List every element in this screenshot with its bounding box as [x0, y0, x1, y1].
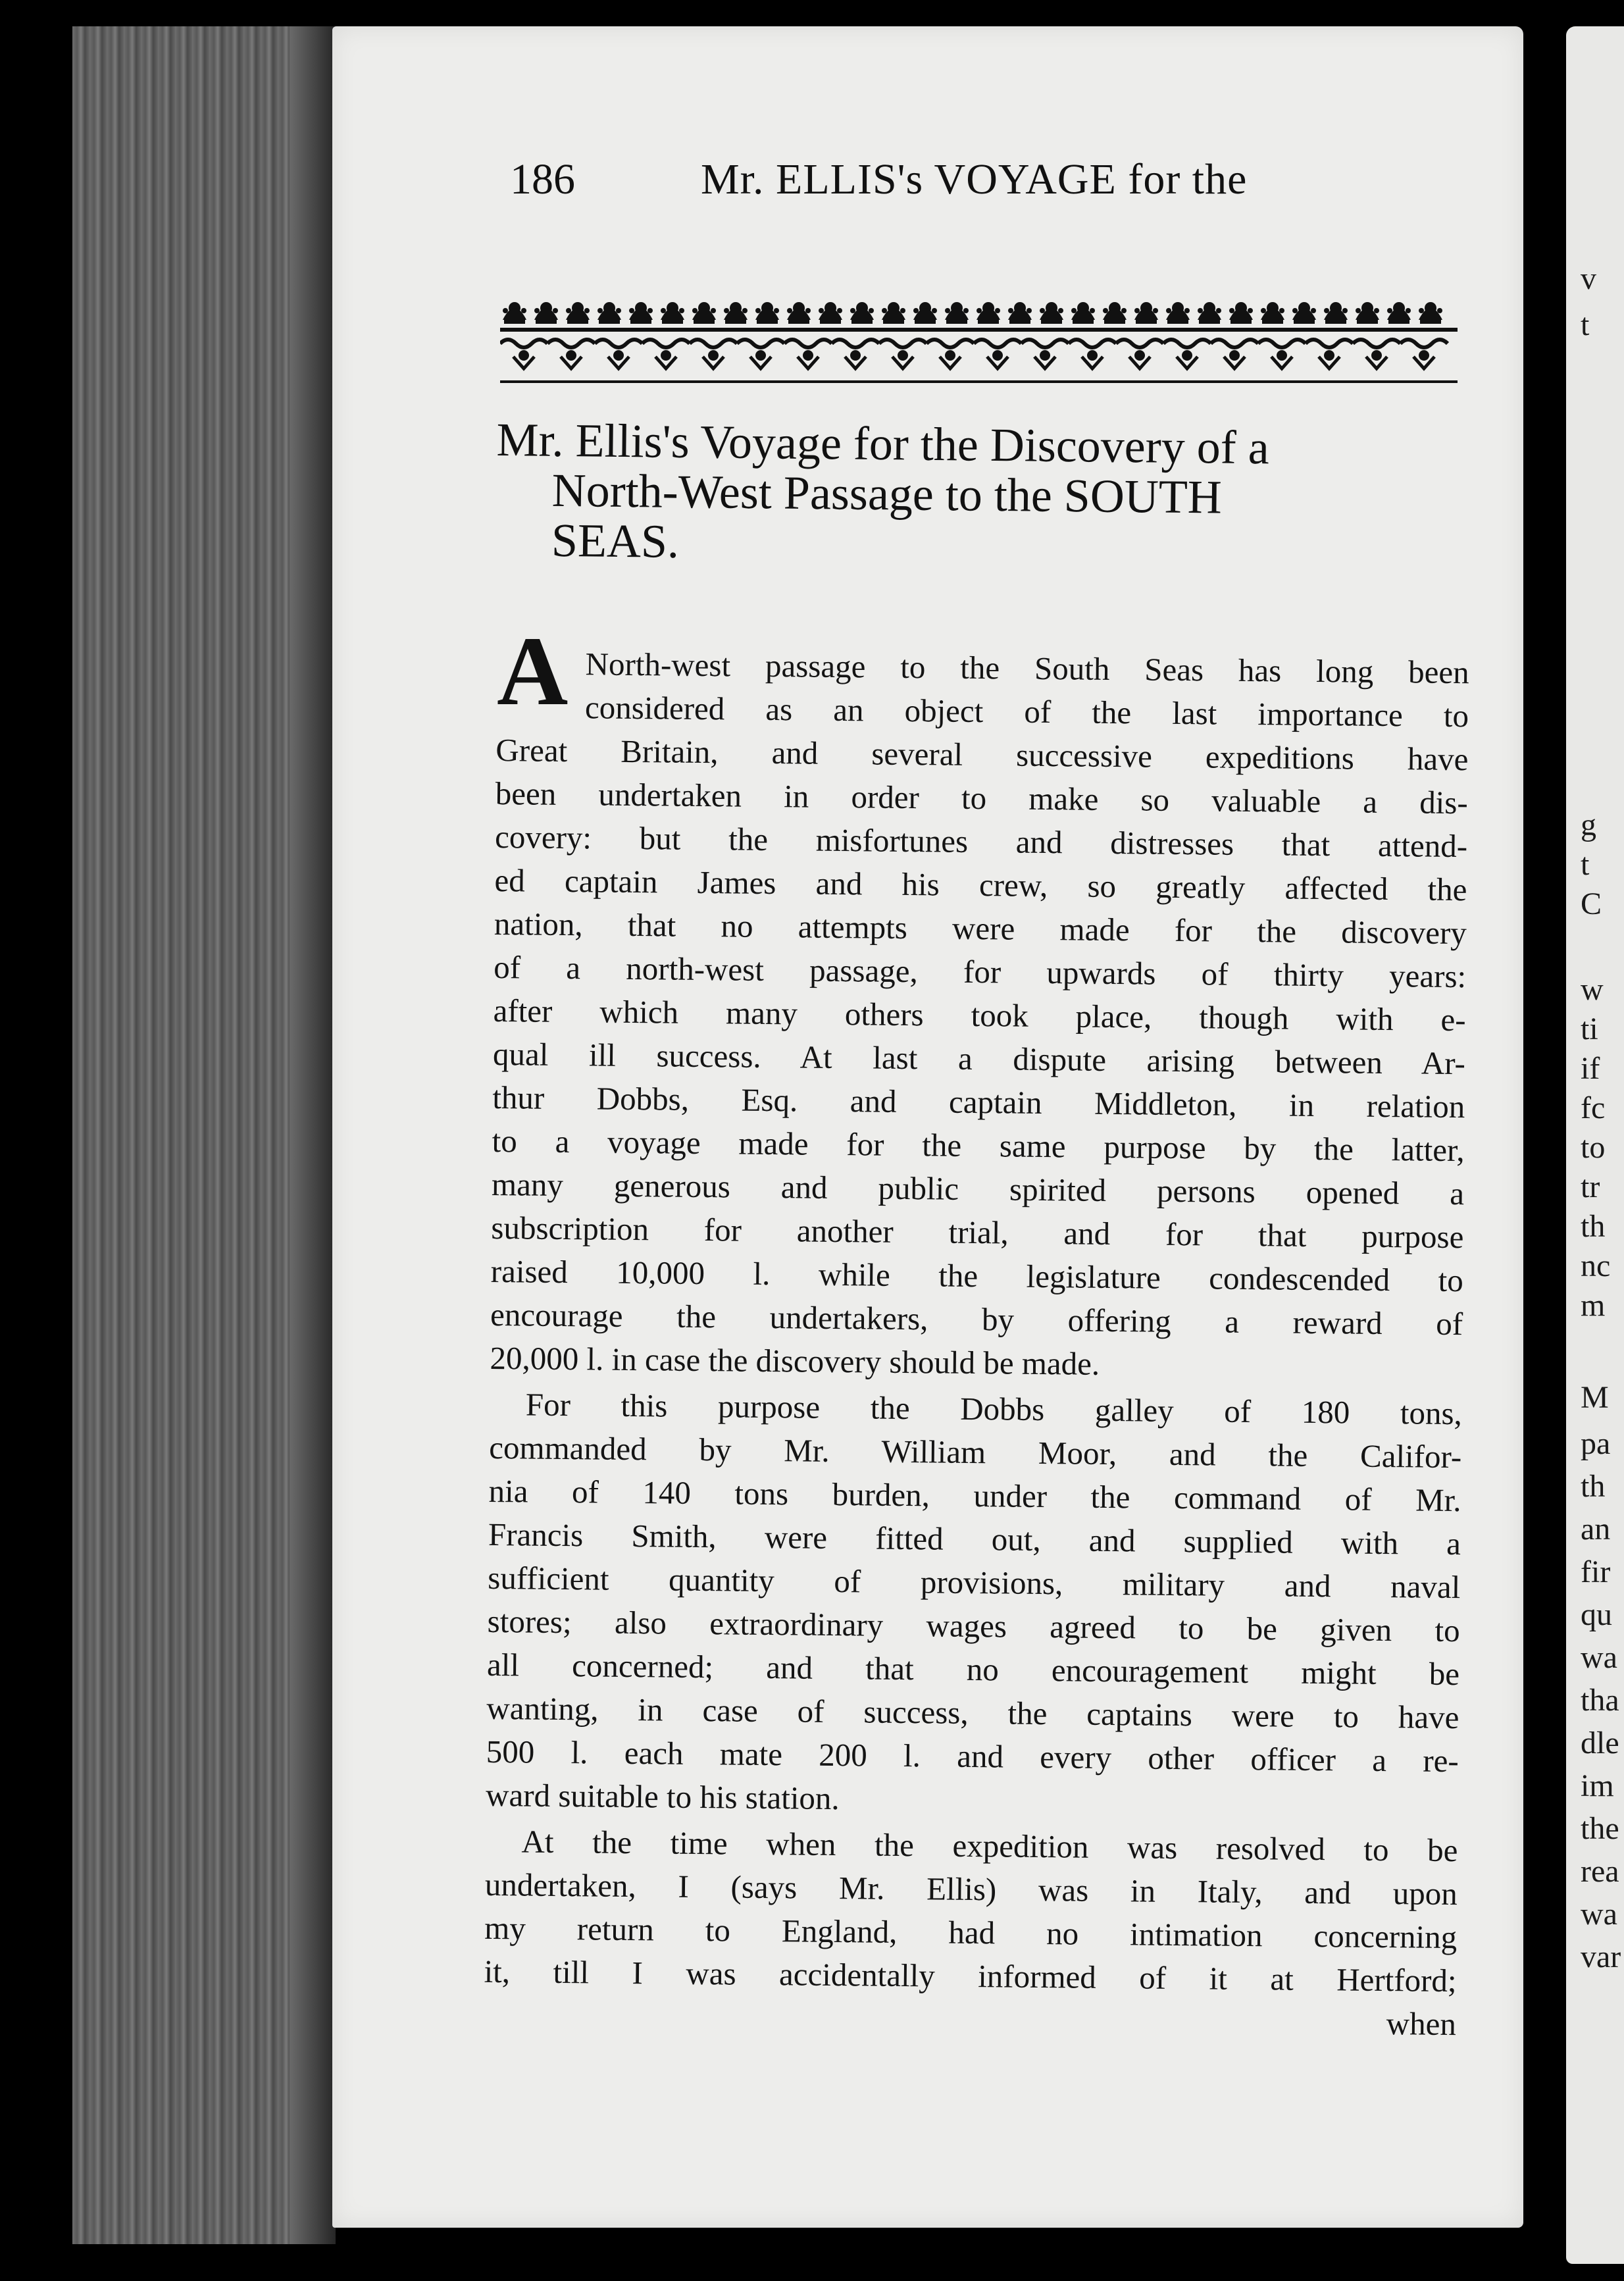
text-line: qual ill success. At last a dispute arising between Ar-	[492, 1035, 1466, 1082]
text-line: covery: but the misfortunes and distresses that attend-	[494, 818, 1468, 865]
facing-page-fragment: m	[1581, 1288, 1606, 1323]
facing-page-fragment: fc	[1581, 1090, 1606, 1125]
text-line: Francis Smith, were fitted out, and supplied with a	[488, 1516, 1461, 1562]
facing-page-fragment: var	[1581, 1939, 1621, 1974]
text-line: raised 10,000 l. while the legislature condescended to	[490, 1252, 1464, 1299]
facing-page-fragment: an	[1581, 1512, 1611, 1547]
text-line: been undertaken in order to make so valuable a dis-	[495, 775, 1468, 821]
page-header	[510, 155, 1385, 214]
facing-page-fragment: fir	[1581, 1554, 1611, 1589]
facing-page-fragment: tr	[1581, 1169, 1600, 1204]
facing-page-fragment: w	[1581, 972, 1604, 1007]
text-line: undertaken, I (says Mr. Ellis) was in Italy, and upon	[484, 1866, 1458, 1912]
facing-page-fragment: qu	[1581, 1597, 1612, 1632]
catchword: when	[1386, 2005, 1457, 2043]
facing-page-fragment: im	[1581, 1768, 1614, 1803]
page-edge-shadow	[290, 26, 336, 2244]
running-title: Mr. ELLIS's VOYAGE for the	[701, 155, 1248, 203]
title-line: North-West Passage to the SOUTH	[551, 463, 1223, 524]
text-line: stores; also extraordinary wages agreed to be given to	[487, 1602, 1460, 1649]
text-line: 20,000 l. in case the discovery should be made.	[490, 1339, 1100, 1382]
facing-page-fragment: M	[1581, 1380, 1609, 1415]
text-line: of a north-west passage, for upwards of thirty years:	[493, 948, 1467, 995]
text-line: ward suitable to his station.	[485, 1776, 840, 1817]
text-line: many generous and public spirited persons opened a	[491, 1166, 1465, 1212]
facing-page-fragment: tha	[1581, 1683, 1619, 1718]
facing-page-fragment: th	[1581, 1209, 1606, 1244]
text-line: considered as an object of the last importance to	[584, 689, 1469, 734]
facing-page-fragment: t	[1581, 847, 1590, 882]
facing-page-fragment: to	[1581, 1130, 1606, 1165]
drop-cap: A	[497, 617, 569, 726]
title-line: SEAS.	[551, 513, 680, 568]
text-line: all concerned; and that no encouragement might be	[486, 1646, 1460, 1693]
facing-page-fragment: dle	[1581, 1726, 1619, 1760]
facing-page-fragment: v	[1581, 261, 1596, 296]
body-text	[484, 642, 1469, 2046]
chapter-title	[495, 415, 1471, 575]
facing-page-fragment: nc	[1581, 1248, 1611, 1283]
text-line: 500 l. each mate 200 l. and every other officer a re-	[486, 1733, 1459, 1780]
facing-page-fragment: wa	[1581, 1640, 1617, 1675]
facing-page-fragment: wa	[1581, 1897, 1617, 1932]
page-number: 186	[510, 155, 575, 203]
facing-page-fragment: ti	[1581, 1012, 1598, 1046]
text-line: nation, that no attempts were made for the discovery	[494, 905, 1467, 952]
text-line: At the time when the expedition was resolved to be	[521, 1823, 1458, 1869]
text-line: nia of 140 tons burden, under the command of Mr.	[488, 1472, 1461, 1519]
text-line: For this purpose the Dobbs galley of 180 tons,	[525, 1386, 1463, 1432]
facing-page-fragment: C	[1581, 886, 1602, 921]
text-line: ed captain James and his crew, so greatly affected the	[494, 861, 1467, 908]
facing-page-fragment: g	[1581, 807, 1596, 842]
text-line: sufficient quantity of provisions, military and naval	[488, 1559, 1461, 1606]
facing-page-fragment: if	[1581, 1051, 1600, 1086]
text-line: commanded by Mr. William Moor, and the Califor-	[488, 1429, 1462, 1475]
text-line: it, till I was accidentally informed of it at Hertford;	[484, 1953, 1457, 1999]
facing-page-fragment: th	[1581, 1469, 1606, 1504]
book-page	[332, 26, 1523, 2228]
text-line: my return to England, had no intimation concerning	[484, 1909, 1458, 1956]
facing-page-fragment: the	[1581, 1811, 1619, 1846]
text-line: North-west passage to the South Seas has long been	[585, 646, 1469, 691]
text-line: thur Dobbs, Esq. and captain Middleton, in relation	[492, 1079, 1465, 1125]
text-line: wanting, in case of success, the captains were to have	[486, 1689, 1459, 1736]
text-line: after which many others took place, though with e-	[493, 992, 1466, 1038]
facing-page-fragment: t	[1581, 307, 1590, 342]
facing-page-fragment: rea	[1581, 1854, 1619, 1889]
title-line: Mr. Ellis's Voyage for the Discovery of a	[496, 413, 1270, 474]
text-line: encourage the undertakers, by offering a reward of	[490, 1296, 1463, 1343]
text-line: Great Britain, and several successive expeditions have	[495, 731, 1469, 778]
text-line: subscription for another trial, and for that purpose	[491, 1209, 1464, 1256]
facing-page-edge	[1566, 26, 1624, 2264]
decorative-ornament-band	[500, 290, 1458, 388]
text-line: to a voyage made for the same purpose by the latter,	[492, 1122, 1465, 1169]
facing-page-fragment: pa	[1581, 1426, 1611, 1461]
